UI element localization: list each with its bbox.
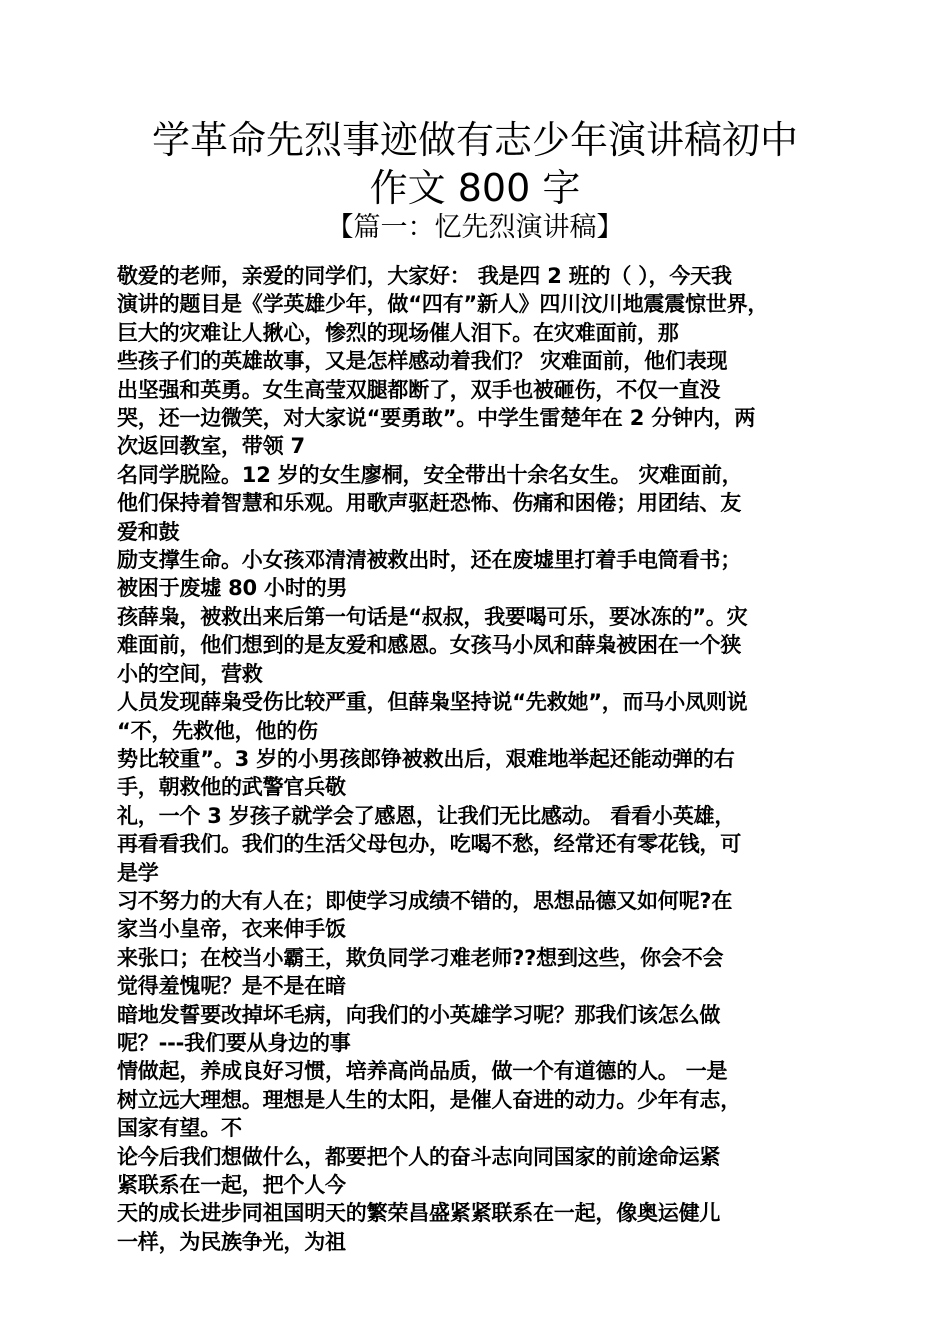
body-line: 家当小皇帝，衣来伸手饭 (117, 917, 346, 942)
document-title (60, 116, 890, 212)
body-line: 是学 (117, 860, 159, 885)
document-body (117, 262, 839, 1256)
body-line: 论今后我们想做什么，都要把个人的奋斗志向同国家的前途命运紧 (117, 1144, 721, 1169)
body-line: 难面前，他们想到的是友爱和感恩。女孩马小凤和薛枭被困在一个狭 (117, 633, 741, 658)
body-line: 被困于废墟 80 小时的男 (117, 576, 348, 601)
body-line: 觉得羞愧呢？是不是在暗 (117, 974, 346, 999)
body-line: 人员发现薛枭受伤比较严重，但薛枭坚持说“先救她”，而马小凤则说 (117, 690, 748, 715)
body-line: 孩薛枭，被救出来后第一句话是“叔叔，我要喝可乐，要冰冻的”。灾 (117, 604, 748, 629)
title-line-1: 学革命先烈事迹做有志少年演讲稿初中 (151, 118, 798, 162)
body-line: 来张口；在校当小霸王，欺负同学刁难老师??想到这些，你会不会 (117, 945, 724, 970)
body-line: 天的成长进步同祖国明天的繁荣昌盛紧紧联系在一起，像奥运健儿 (117, 1201, 721, 1226)
body-line: 励支撑生命。小女孩邓清清被救出时，还在废墟里打着手电筒看书； (117, 548, 741, 573)
body-line: 哭，还一边微笑，对大家说“要勇敢”。中学生雷楚年在 2 分钟内，两 (117, 406, 756, 431)
body-line: 情做起，养成良好习惯，培养高尚品质，做一个有道德的人。 一是 (117, 1059, 728, 1084)
title-line-2: 作文 800 字 (369, 166, 581, 210)
body-line: 爱和鼓 (117, 519, 180, 544)
body-line: 礼，一个 3 岁孩子就学会了感恩，让我们无比感动。 看看小英雄， (117, 803, 736, 828)
body-line: 小的空间，营救 (117, 661, 263, 686)
body-line: 些孩子们的英雄故事，又是怎样感动着我们？ 灾难面前，他们表现 (117, 349, 728, 374)
body-line: 手，朝救他的武警官兵敬 (117, 775, 346, 800)
body-line: 紧联系在一起，把个人今 (117, 1173, 346, 1197)
body-line: 名同学脱险。12 岁的女生廖桐，安全带出十余名女生。 灾难面前， (117, 462, 743, 487)
body-line: 出坚强和英勇。女生高莹双腿都断了，双手也被砸伤，不仅一直没 (117, 377, 721, 402)
body-line: 敬爱的老师，亲爱的同学们，大家好： 我是四 2 班的（ ），今天我 (117, 264, 732, 288)
section-heading: 【篇一：忆先烈演讲稿】 (326, 212, 624, 243)
body-line: 再看看我们。我们的生活父母包办，吃喝不愁，经常还有零花钱，可 (117, 832, 741, 857)
body-line: 势比较重”。3 岁的小男孩郎铮被救出后，艰难地举起还能动弹的右 (117, 746, 735, 771)
body-line: “不，先救他，他的伤 (117, 718, 318, 743)
body-line: 他们保持着智慧和乐观。用歌声驱赶恐怖、伤痛和困倦；用团结、友 (117, 491, 741, 516)
body-line: 呢？---我们要从身边的事 (117, 1030, 351, 1055)
body-line: 暗地发誓要改掉坏毛病，向我们的小英雄学习呢？那我们该怎么做 (117, 1002, 721, 1027)
body-line: 演讲的题目是《学英雄少年，做“四有”新人》四川汶川地震震惊世界， (117, 292, 769, 317)
body-line: 国家有望。不 (117, 1116, 242, 1141)
body-line: 一样，为民族争光，为祖 (117, 1229, 346, 1254)
body-line: 树立远大理想。理想是人生的太阳，是催人奋进的动力。少年有志， (117, 1087, 741, 1112)
body-line: 巨大的灾难让人揪心，惨烈的现场催人泪下。在灾难面前，那 (117, 320, 679, 345)
body-line: 次返回教室，带领 7 (117, 434, 305, 459)
body-line: 习不努力的大有人在；即使学习成绩不错的，思想品德又如何呢?在 (117, 888, 733, 913)
